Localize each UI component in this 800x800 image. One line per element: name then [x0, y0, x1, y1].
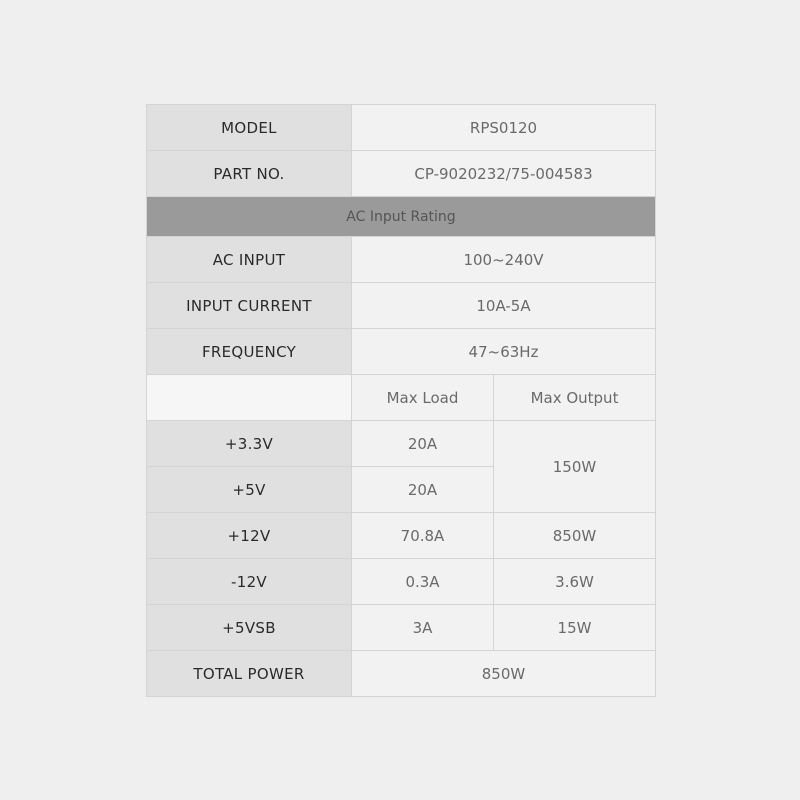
input-current-label: INPUT CURRENT: [147, 283, 352, 329]
table-row: [147, 421, 656, 467]
table-row: [147, 197, 656, 237]
rail-neg12v-max-load: 0.3A: [352, 559, 494, 605]
header-blank-cell: [147, 375, 352, 421]
rail-12v-label: +12V: [147, 513, 352, 559]
rail-12v-max-load: 70.8A: [352, 513, 494, 559]
rail-5vsb-label: +5VSB: [147, 605, 352, 651]
max-output-header: Max Output: [494, 375, 656, 421]
table-row: [147, 375, 656, 421]
model-value: RPS0120: [352, 105, 656, 151]
part-no-label: PART NO.: [147, 151, 352, 197]
spec-table: [146, 104, 656, 697]
rail-3v3-label: +3.3V: [147, 421, 352, 467]
max-load-header: Max Load: [352, 375, 494, 421]
table-row: [147, 151, 656, 197]
table-row: [147, 605, 656, 651]
rail-3v3-max-load: 20A: [352, 421, 494, 467]
model-label: MODEL: [147, 105, 352, 151]
rail-12v-max-output: 850W: [494, 513, 656, 559]
table-row: [147, 513, 656, 559]
section-header-ac-input-rating: AC Input Rating: [147, 197, 656, 237]
rail-3v3-5v-max-output: 150W: [494, 421, 656, 513]
rail-5vsb-max-output: 15W: [494, 605, 656, 651]
table-row: [147, 651, 656, 697]
rail-neg12v-max-output: 3.6W: [494, 559, 656, 605]
spec-sheet: [146, 104, 655, 697]
table-row: [147, 105, 656, 151]
total-power-label: TOTAL POWER: [147, 651, 352, 697]
total-power-value: 850W: [352, 651, 656, 697]
table-row: [147, 283, 656, 329]
rail-neg12v-label: -12V: [147, 559, 352, 605]
input-current-value: 10A-5A: [352, 283, 656, 329]
rail-5v-max-load: 20A: [352, 467, 494, 513]
frequency-label: FREQUENCY: [147, 329, 352, 375]
rail-5v-label: +5V: [147, 467, 352, 513]
rail-5vsb-max-load: 3A: [352, 605, 494, 651]
table-row: [147, 237, 656, 283]
frequency-value: 47~63Hz: [352, 329, 656, 375]
ac-input-value: 100~240V: [352, 237, 656, 283]
ac-input-label: AC INPUT: [147, 237, 352, 283]
table-row: [147, 329, 656, 375]
table-row: [147, 559, 656, 605]
part-no-value: CP-9020232/75-004583: [352, 151, 656, 197]
